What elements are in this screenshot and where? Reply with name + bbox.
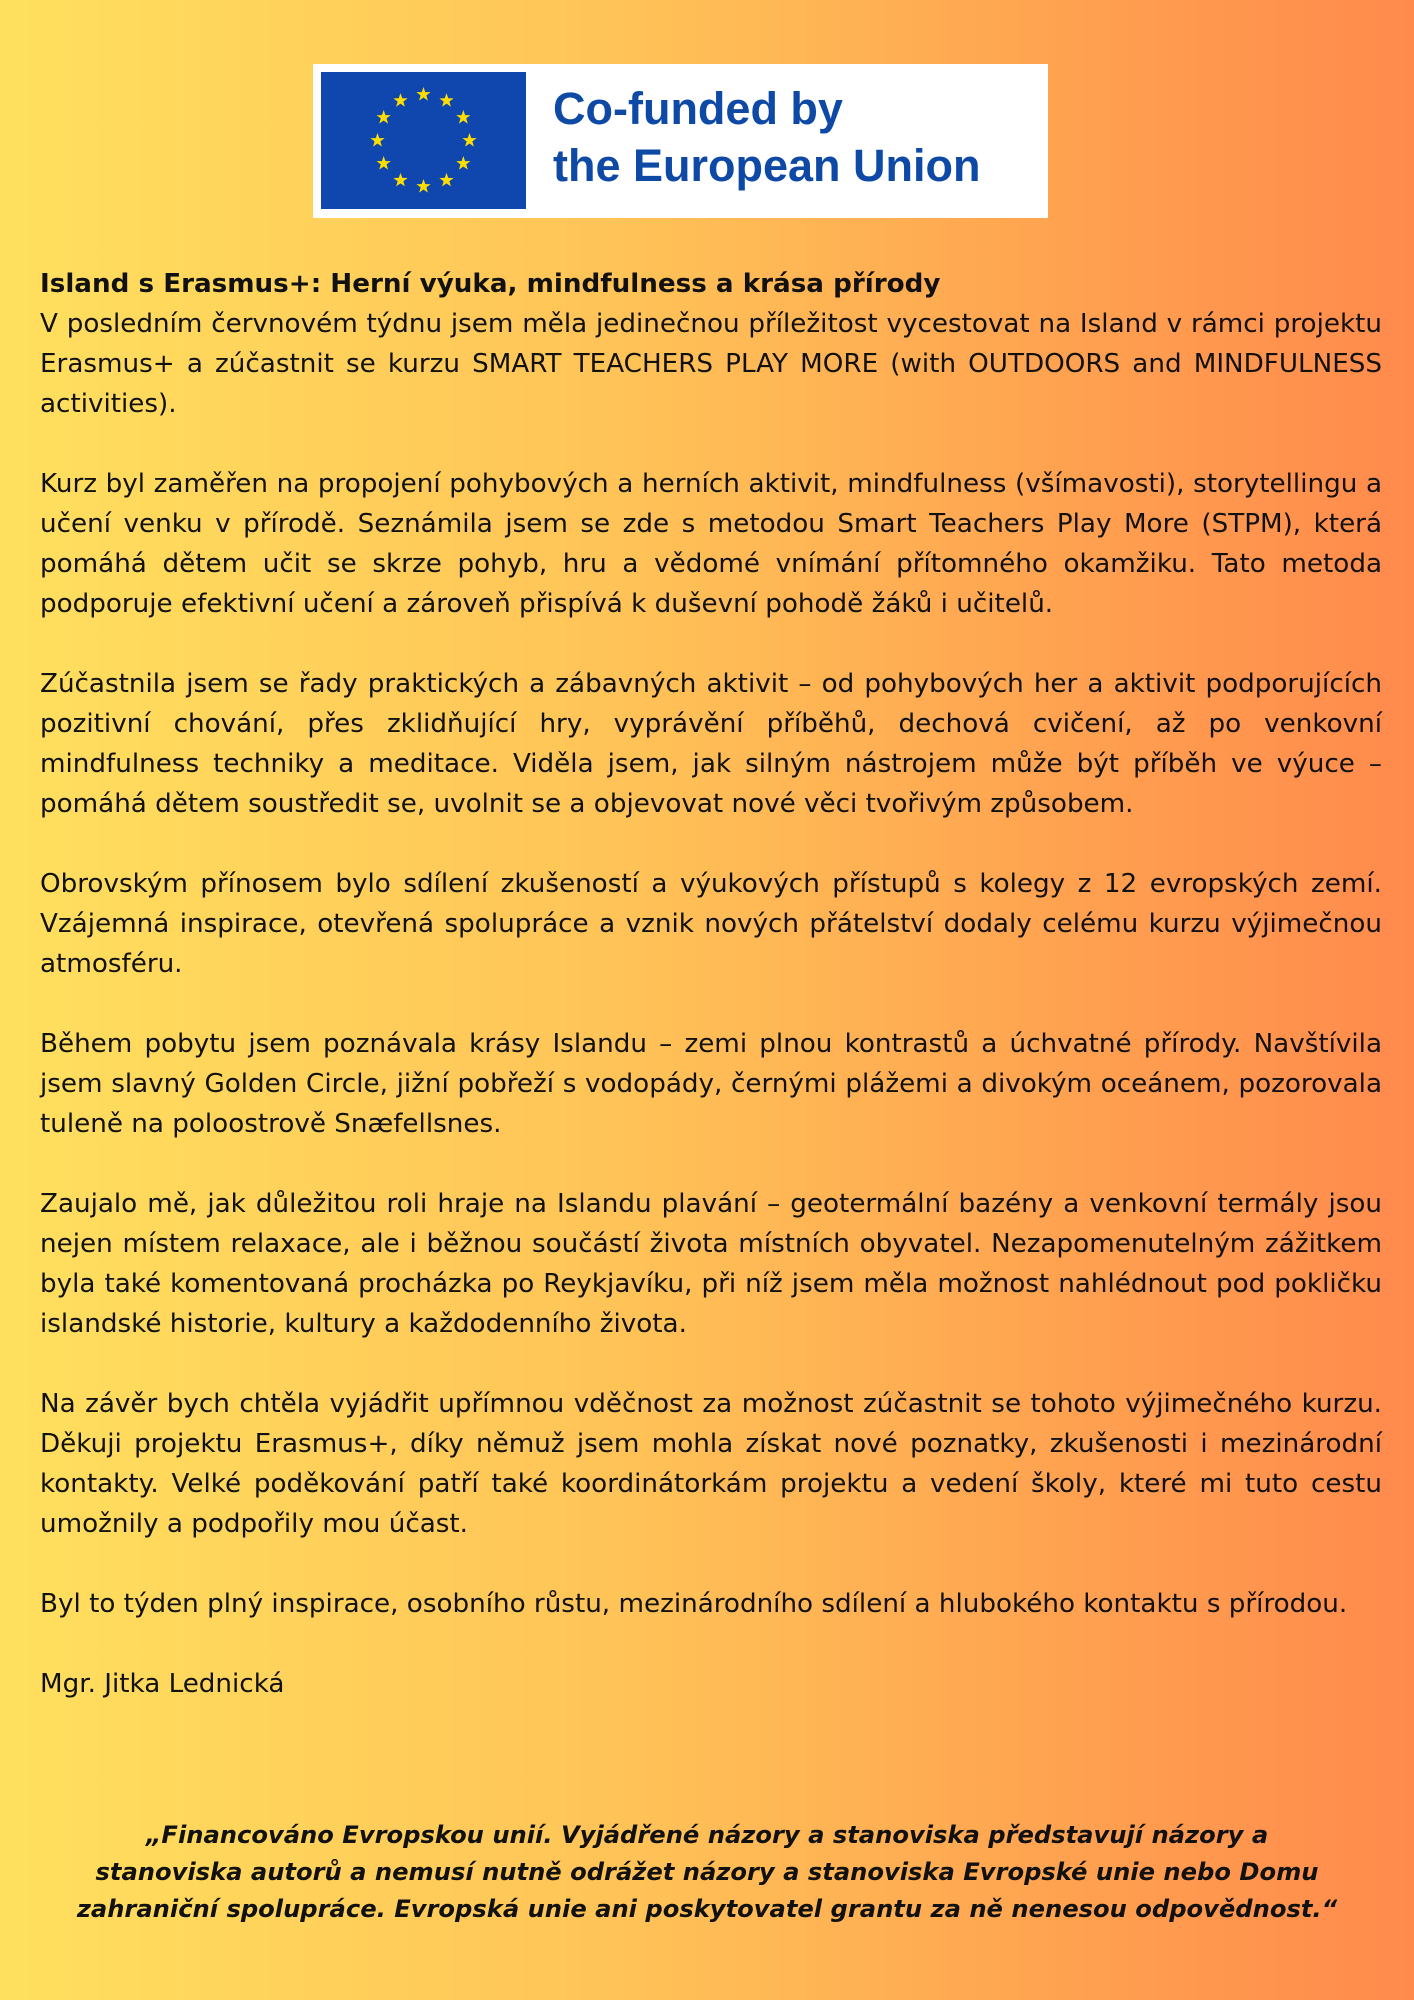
article [40,264,1382,1704]
eu-star-icon [416,87,430,101]
paragraph-gap [40,984,1382,1024]
paragraph-gap [40,1344,1382,1384]
eu-star-icon [439,93,453,107]
paragraph-5: Během pobytu jsem poznávala krásy Islandu – zemi plnou kontrastů a úchvatné přírody. Navštívila jsem slavný Golden Circle, jižní pobřeží s vodopády, černými plážemi a divokým oceánem, pozorovala tuleně na poloostrově Snæfellsnes. [40,1029,1382,1139]
paragraph-8: Byl to týden plný inspirace, osobního růstu, mezinárodního sdílení a hlubokého kontaktu s přírodou. [40,1589,1348,1619]
eu-star-icon [456,156,470,170]
logo-line-2: the European Union [553,140,981,191]
paragraph-3: Zúčastnila jsem se řady praktických a zábavných aktivit – od pohybových her a aktivit podporujících pozitivní chování, přes zklidňující hry, vyprávění příběhů, dechová cvičení, až po venkovní mindfulness techniky a meditace. Viděla jsem, jak silným nástrojem může být příběh ve výuce – pomáhá dětem soustředit se, uvolnit se a objevovat nové věci tvořivým způsobem. [40,669,1382,819]
paragraph-4: Obrovským přínosem bylo sdílení zkušeností a výukových přístupů s kolegy z 12 evropských zemí. Vzájemná inspirace, otevřená spolupráce a vznik nových přátelství dodaly celému kurzu výjimečnou atmosféru. [40,869,1382,979]
paragraph-gap [40,624,1382,664]
eu-star-icon [439,173,453,187]
eu-stars-circle [321,72,526,209]
eu-star-icon [393,173,407,187]
paragraph-2: Kurz byl zaměřen na propojení pohybových a herních aktivit, mindfulness (všímavosti), storytellingu a učení venku v přírodě. Seznámila jsem se zde s metodou Smart Teachers Play More (STPM), která pomáhá dětem učit se skrze pohyb, hru a vědomé vnímání přítomného okamžiku. Tato metoda podporuje efektivní učení a zároveň přispívá k duševní pohodě žáků i učitelů. [40,469,1382,619]
eu-star-icon [416,179,430,193]
logo-text [553,80,981,194]
logo-line-1: Co-funded by [553,83,843,134]
paragraph-1: V posledním červnovém týdnu jsem měla jedinečnou příležitost vycestovat na Island v rámci projektu Erasmus+ a zúčastnit se kurzu SMART TEACHERS PLAY MORE (with OUTDOORS and MINDFULNESS activities). [40,309,1382,419]
paragraph-gap [40,1144,1382,1184]
author-signature: Mgr. Jitka Lednická [40,1669,285,1699]
paragraph-7: Na závěr bych chtěla vyjádřit upřímnou vděčnost za možnost zúčastnit se tohoto výjimečného kurzu. Děkuji projektu Erasmus+, díky němuž jsem mohla získat nové poznatky, zkušenosti i mezinárodní kontakty. Velké poděkování patří také koordinátorkám projektu a vedení školy, které mi tuto cestu umožnily a podpořily mou účast. [40,1389,1382,1539]
eu-star-icon [370,133,384,147]
paragraph-gap [40,424,1382,464]
paragraph-6: Zaujalo mě, jak důležitou roli hraje na Islandu plavání – geotermální bazény a venkovní termály jsou nejen místem relaxace, ale i běžnou součástí života místních obyvatel. Nezapomenutelným zážitkem byla také komentovaná procházka po Reykjavíku, při níž jsem měla možnost nahlédnout pod pokličku islandské historie, kultury a každodenního života. [40,1189,1382,1339]
eu-star-icon [456,110,470,124]
paragraph-gap [40,1544,1382,1584]
article-title: Island s Erasmus+: Herní výuka, mindfulness a krása přírody [40,269,941,299]
paragraph-gap [40,824,1382,864]
eu-star-icon [462,133,476,147]
eu-cofunded-logo [313,64,1048,218]
eu-star-icon [377,110,391,124]
eu-star-icon [393,93,407,107]
funding-disclaimer: „Financováno Evropskou unií. Vyjádřené názory a stanoviska představují názory a stanoviska autorů a nemusí nutně odrážet názory a stanoviska Evropské unie nebo Domu zahraniční spolupráce. Evropská unie ani poskytovatel grantu za ně nenesou odpovědnost.“ [76,1821,1338,1923]
eu-flag-icon [321,72,526,209]
paragraph-gap [40,1624,1382,1664]
eu-star-icon [377,156,391,170]
